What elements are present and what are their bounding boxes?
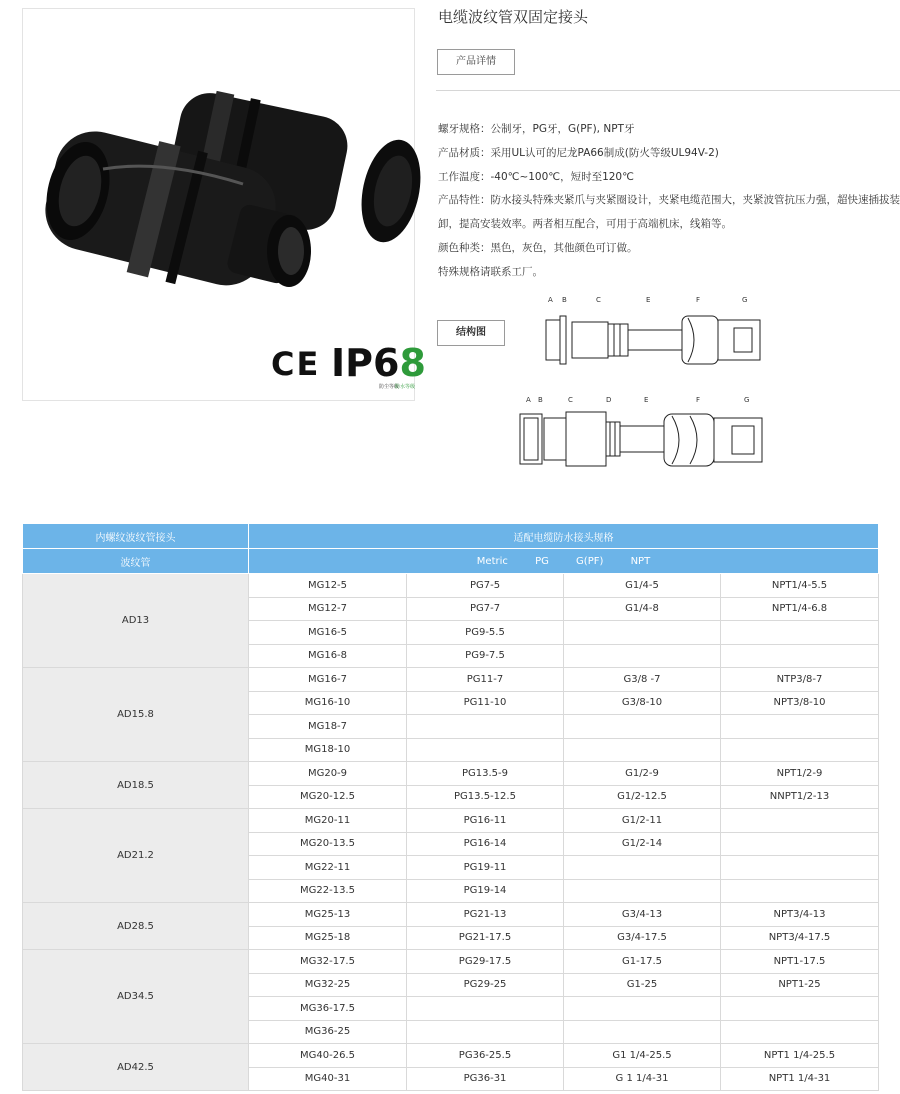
- spec-list: [438, 118, 900, 285]
- table-row: [23, 1044, 879, 1068]
- label-b: B: [562, 296, 567, 304]
- npt-cell: NPT1-25: [721, 973, 879, 997]
- metric-cell: MG40-26.5: [249, 1044, 407, 1068]
- pg-cell: PG19-14: [407, 879, 564, 903]
- table-row: [23, 809, 879, 833]
- ip-dust-digit: 6: [373, 341, 400, 385]
- label-g2: G: [744, 396, 750, 404]
- npt-cell: NNPT1/2-13: [721, 785, 879, 809]
- conduit-size-cell: AD21.2: [23, 809, 249, 903]
- label-e: E: [646, 296, 651, 304]
- pg-cell: [407, 738, 564, 762]
- conduit-size-cell: AD15.8: [23, 668, 249, 762]
- gpf-cell: [564, 644, 721, 668]
- pg-cell: [407, 715, 564, 739]
- gpf-cell: G1 1/4-25.5: [564, 1044, 721, 1068]
- spec-table: [22, 523, 879, 1091]
- label-f: F: [696, 296, 701, 304]
- npt-cell: [721, 856, 879, 880]
- gpf-cell: G1-17.5: [564, 950, 721, 974]
- ip-prefix: IP: [331, 341, 373, 385]
- pg-cell: PG29-25: [407, 973, 564, 997]
- gpf-cell: G3/4-17.5: [564, 926, 721, 950]
- gpf-cell: [564, 997, 721, 1021]
- pg-cell: PG29-17.5: [407, 950, 564, 974]
- pg-cell: PG36-25.5: [407, 1044, 564, 1068]
- product-photo: [22, 8, 426, 401]
- label-c2: C: [568, 396, 573, 404]
- conduit-size-cell: AD28.5: [23, 903, 249, 950]
- gpf-cell: G1/2-12.5: [564, 785, 721, 809]
- pg-cell: PG9-5.5: [407, 621, 564, 645]
- table-row: [23, 762, 879, 786]
- metric-cell: MG16-8: [249, 644, 407, 668]
- spec-features: 产品特性：防水接头特殊夹紧爪与夹紧圈设计，夹紧电缆范围大，夹紧波管抗压力强，超快速插拔装卸，提高安装效率。两者相互配合，可用于高端机床，线箱等。: [438, 194, 900, 231]
- spec-custom: 特殊规格请联系工厂。: [438, 265, 543, 278]
- npt-cell: [721, 644, 879, 668]
- gpf-cell: G1/2-11: [564, 809, 721, 833]
- npt-cell: [721, 809, 879, 833]
- gpf-cell: G3/8-10: [564, 691, 721, 715]
- metric-cell: MG22-13.5: [249, 879, 407, 903]
- product-detail-button[interactable]: 产品详情: [437, 49, 515, 75]
- table-header-row-2: [23, 549, 879, 574]
- npt-cell: [721, 621, 879, 645]
- label-a: A: [548, 296, 553, 304]
- gpf-cell: G1/2-9: [564, 762, 721, 786]
- gpf-cell: G1/2-14: [564, 832, 721, 856]
- metric-cell: MG18-7: [249, 715, 407, 739]
- gpf-cell: G3/8 -7: [564, 668, 721, 692]
- structure-diagram-button[interactable]: 结构图: [437, 320, 505, 346]
- product-title: 电缆波纹管双固定接头: [438, 8, 589, 26]
- gpf-cell: G1/4-8: [564, 597, 721, 621]
- metric-cell: MG36-17.5: [249, 997, 407, 1021]
- metric-cell: MG36-25: [249, 1020, 407, 1044]
- npt-cell: [721, 879, 879, 903]
- ce-mark: CE: [271, 345, 321, 383]
- header-gpf: G(PF): [576, 555, 604, 567]
- metric-cell: MG25-13: [249, 903, 407, 927]
- drawing-top-labels: [548, 296, 747, 304]
- metric-cell: MG16-10: [249, 691, 407, 715]
- metric-cell: MG32-17.5: [249, 950, 407, 974]
- label-a2: A: [526, 396, 531, 404]
- label-d2: D: [606, 396, 612, 404]
- table-body: [23, 574, 879, 1091]
- header-npt: NPT: [630, 555, 651, 567]
- pg-cell: PG7-5: [407, 574, 564, 598]
- npt-cell: NPT1-17.5: [721, 950, 879, 974]
- metric-cell: MG12-5: [249, 574, 407, 598]
- pg-cell: PG13.5-9: [407, 762, 564, 786]
- npt-cell: NPT3/4-17.5: [721, 926, 879, 950]
- pg-cell: PG16-11: [407, 809, 564, 833]
- gpf-cell: G3/4-13: [564, 903, 721, 927]
- conduit-size-cell: AD18.5: [23, 762, 249, 809]
- gpf-cell: G 1 1/4-31: [564, 1067, 721, 1091]
- gpf-cell: [564, 715, 721, 739]
- header-thread-types: [249, 549, 879, 574]
- header-adapter-spec: 适配电缆防水接头规格: [249, 524, 879, 549]
- drawing-bottom-labels: [526, 396, 749, 404]
- npt-cell: NTP3/8-7: [721, 668, 879, 692]
- gpf-cell: G1/4-5: [564, 574, 721, 598]
- gpf-cell: [564, 1020, 721, 1044]
- pg-cell: PG7-7: [407, 597, 564, 621]
- label-e2: E: [644, 396, 649, 404]
- ip68-mark: [331, 341, 426, 385]
- npt-cell: NPT1 1/4-25.5: [721, 1044, 879, 1068]
- spec-thread: 螺牙规格：公制牙，PG牙，G(PF), NPT牙: [438, 123, 635, 135]
- ip-water-digit: 8: [399, 341, 426, 385]
- spec-colors: 颜色种类：黑色，灰色，其他颜色可订做。: [438, 241, 638, 254]
- npt-cell: [721, 1020, 879, 1044]
- label-c: C: [596, 296, 601, 304]
- pg-cell: [407, 1020, 564, 1044]
- drawing-bottom: [520, 412, 762, 466]
- metric-cell: MG25-18: [249, 926, 407, 950]
- metric-cell: MG20-13.5: [249, 832, 407, 856]
- pg-cell: PG11-7: [407, 668, 564, 692]
- pg-cell: PG19-11: [407, 856, 564, 880]
- conduit-size-cell: AD34.5: [23, 950, 249, 1044]
- header-connector: 内螺纹波纹管接头: [23, 524, 249, 549]
- divider: [436, 90, 900, 91]
- gpf-cell: [564, 738, 721, 762]
- gpf-cell: [564, 856, 721, 880]
- metric-cell: MG20-9: [249, 762, 407, 786]
- drawing-top: [546, 316, 760, 364]
- label-b2: B: [538, 396, 543, 404]
- npt-cell: [721, 715, 879, 739]
- pg-cell: [407, 997, 564, 1021]
- header-metric: Metric: [476, 555, 508, 567]
- metric-cell: MG20-11: [249, 809, 407, 833]
- table-row: [23, 668, 879, 692]
- npt-cell: [721, 738, 879, 762]
- npt-cell: [721, 997, 879, 1021]
- metric-cell: MG40-31: [249, 1067, 407, 1091]
- header-conduit: 波纹管: [23, 549, 249, 574]
- pg-cell: PG11-10: [407, 691, 564, 715]
- conduit-size-cell: AD42.5: [23, 1044, 249, 1091]
- metric-cell: MG16-5: [249, 621, 407, 645]
- npt-cell: NPT1/4-5.5: [721, 574, 879, 598]
- water-rating-label: 防水等级: [395, 384, 416, 390]
- header-pg: PG: [535, 555, 549, 567]
- npt-cell: NPT1/4-6.8: [721, 597, 879, 621]
- npt-cell: NPT1 1/4-31: [721, 1067, 879, 1091]
- spec-temperature: 工作温度：-40℃~100℃，短时至120℃: [438, 170, 634, 183]
- gpf-cell: G1-25: [564, 973, 721, 997]
- metric-cell: MG20-12.5: [249, 785, 407, 809]
- table-row: [23, 903, 879, 927]
- gpf-cell: [564, 621, 721, 645]
- table-row: [23, 574, 879, 598]
- pg-cell: PG21-17.5: [407, 926, 564, 950]
- metric-cell: MG22-11: [249, 856, 407, 880]
- npt-cell: NPT1/2-9: [721, 762, 879, 786]
- table-row: [23, 950, 879, 974]
- npt-cell: [721, 832, 879, 856]
- pg-cell: PG9-7.5: [407, 644, 564, 668]
- structure-drawing: [510, 294, 780, 484]
- gpf-cell: [564, 879, 721, 903]
- npt-cell: NPT3/8-10: [721, 691, 879, 715]
- pg-cell: PG13.5-12.5: [407, 785, 564, 809]
- pg-cell: PG36-31: [407, 1067, 564, 1091]
- table-header-row-1: [23, 524, 879, 549]
- npt-cell: NPT3/4-13: [721, 903, 879, 927]
- metric-cell: MG16-7: [249, 668, 407, 692]
- spec-material: 产品材质：采用UL认可的尼龙PA66制成(防火等级UL94V-2): [438, 146, 719, 159]
- label-f2: F: [696, 396, 701, 404]
- metric-cell: MG32-25: [249, 973, 407, 997]
- label-g: G: [742, 296, 748, 304]
- pg-cell: PG21-13: [407, 903, 564, 927]
- metric-cell: MG12-7: [249, 597, 407, 621]
- conduit-size-cell: AD13: [23, 574, 249, 668]
- dust-rating-label: 防尘等级: [379, 384, 400, 390]
- metric-cell: MG18-10: [249, 738, 407, 762]
- pg-cell: PG16-14: [407, 832, 564, 856]
